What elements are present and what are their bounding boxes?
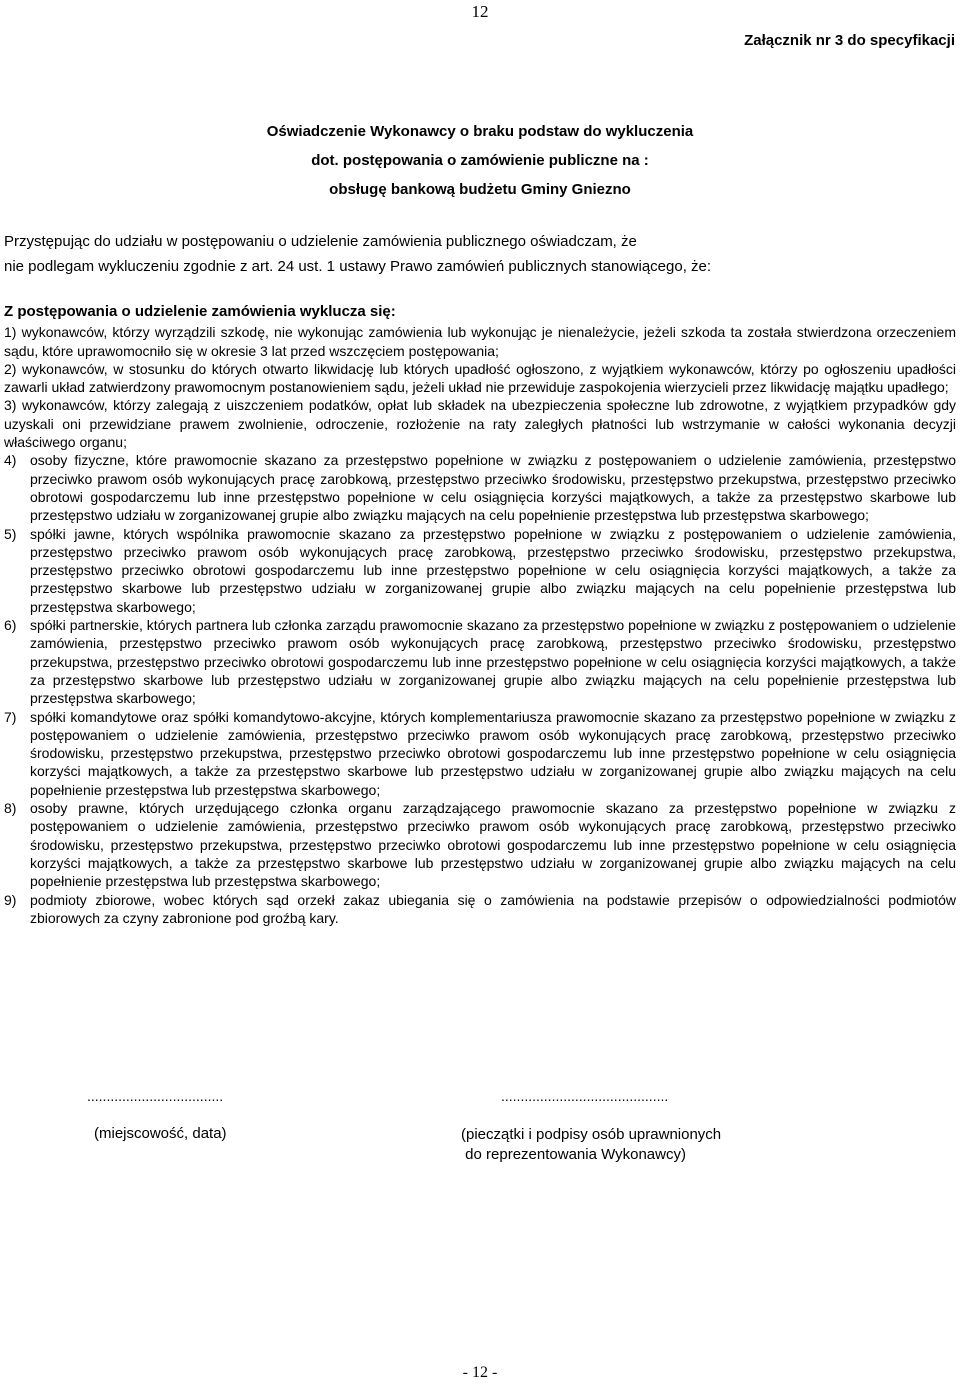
item-text: spółki jawne, których wspólnika prawomocnie skazano za przestępstwo popełnione w związku z postępowaniem o udzielenie zamówienia, przestępstwo przeciwko prawom osób wykonujących pracę zarobkową, przestępstwo przeciwko środowisku, przestępstwo przekupstwa, przestępstwo przeciwko obrotowi gospodarczemu lub inne przestępstwo popełnione w celu osiągnięcia korzyści majątkowych, a także za przestępstwo skarbowe lub przestępstwo udziału w zorganizowanej grupie albo związku mających na celu popełnienie przestępstwa lub przestępstwa skarbowego; [30,525,956,615]
item-text: podmioty zbiorowe, wobec których sąd orzekł zakaz ubiegania się o zamówienia na podstawie przepisów o odpowiedzialności podmiotów zbiorowych za czyny zabronione pod groźbą kary. [30,891,956,926]
item-number: 4) [4,452,17,469]
item-number: 2) [4,360,17,377]
signature-label [461,1125,721,1165]
list-item [4,708,956,799]
exclusion-section [4,303,956,927]
item-number: 9) [4,891,17,908]
page-number-bottom: - 12 - [462,1364,498,1381]
item-number: 8) [4,800,17,817]
item-text: spółki komandytowe oraz spółki komandytowo-akcyjne, których komplementariusza prawomocnie skazano za przestępstwo popełnione w związku z postępowaniem o udzielenie zamówienia, przestępstwo przeciwko prawom osób wykonujących pracę zarobkową, przestępstwo przeciwko środowisku, przestępstwo przekupstwa, przestępstwo przeciwko obrotowi gospodarczemu lub inne przestępstwo popełnione w celu osiągnięcia korzyści majątkowych, a także za przestępstwo skarbowe lub przestępstwo udziału w zorganizowanej grupie albo związku mających na celu popełnienie przestępstwa lub przestępstwa skarbowego; [30,708,956,798]
list-item [4,323,956,360]
list-item [4,396,956,451]
item-number: 7) [4,708,17,725]
page-number-top: 12 [471,2,489,21]
item-text: osoby fizyczne, które prawomocnie skazano za przestępstwo popełnione w związku z postępowaniem o udzielenie zamówienia, przestępstwo przeciwko prawom osób wykonujących pracę zarobkową, przestępstwo przeciwko środowisku, przestępstwo przekupstwa, przestępstwo przeciwko obrotowi gospodarczemu lub inne przestępstwo popełnione w celu osiągnięcia korzyści majątkowych, a także za przestępstwo skarbowe lub przestępstwo udziału w zorganizowanej grupie albo związku mających na celu popełnienie przestępstwa lub przestępstwa skarbowego; [30,452,956,524]
item-text: wykonawców, którzy wyrządzili szkodę, nie wykonując zamówienia lub wykonując je nienależycie, jeżeli szkoda ta została stwierdzona orzeczeniem sądu, które uprawomocniło się w okresie 3 lat przed wszczęciem postępowania; [4,324,957,359]
title-line-1: Oświadczenie Wykonawcy o braku podstaw do wykluczenia [266,123,694,140]
exclusion-list [4,323,956,927]
list-item [4,451,956,524]
place-date-label: (miejscowość, data) [94,1125,227,1142]
item-number: 6) [4,617,17,634]
item-number: 1) [4,324,17,341]
intro-line-1: Przystępując do udziału w postępowaniu o udzielenie zamówienia publicznego oświadczam, że [4,233,637,250]
title-line-3: obsługę bankową budżetu Gminy Gniezno [329,181,631,198]
signature-dotted-line: ........................................... [501,1088,669,1104]
item-number: 5) [4,525,17,542]
list-item [4,891,956,928]
list-item [4,525,956,616]
intro-statement [4,229,954,279]
annex-label: Załącznik nr 3 do specyfikacji [744,32,955,49]
intro-line-2: nie podlegam wykluczeniu zgodnie z art. 24 ust. 1 ustawy Prawo zamówień publicznych stanowiącego, że: [4,258,712,275]
item-number: 3) [4,397,17,414]
list-item [4,360,956,397]
list-item [4,799,956,890]
signature-label-line-2: do reprezentowania Wykonawcy) [461,1146,686,1163]
item-text: wykonawców, którzy zalegają z uiszczeniem podatków, opłat lub składek na ubezpieczenia społeczne lub zdrowotne, z wyjątkiem przypadków gdy uzyskali oni przewidziane prawem zwolnienie, odroczenie, rozłożenie na raty zaległych płatności lub wstrzymanie w całości wykonania decyzji właściwego organu; [4,397,957,451]
signature-label-line-1: (pieczątki i podpisy osób uprawnionych [461,1126,722,1143]
item-text: spółki partnerskie, których partnera lub członka zarządu prawomocnie skazano za przestępstwo popełnione w związku z postępowaniem o udzielenie zamówienia, przestępstwo przeciwko prawom osób wykonujących pracę zarobkową, przestępstwo przeciwko środowisku, przestępstwo przekupstwa, przestępstwo przeciwko obrotowi gospodarczemu lub inne przestępstwo popełnione w celu osiągnięcia korzyści majątkowych, a także za przestępstwo skarbowe lub przestępstwo udziału w zorganizowanej grupie albo związku mających na celu popełnienie przestępstwa lub przestępstwa skarbowego; [30,617,956,707]
list-item [4,616,956,707]
item-text: wykonawców, w stosunku do których otwarto likwidację lub których upadłość ogłoszono, z wyjątkiem wykonawców, którzy po ogłoszeniu upadłości zawarli układ zatwierdzony prawomocnym postanowieniem sądu, jeżeli układ nie przewiduje zaspokojenia wierzycieli przez likwidację majątku upadłego; [4,360,956,396]
item-text: osoby prawne, których urzędującego członka organu zarządzającego prawomocnie skazano za przestępstwo popełnione w związku z postępowaniem o udzielenie zamówienia, przestępstwo przeciwko prawom osób wykonujących pracę zarobkową, przestępstwo przeciwko środowisku, przestępstwo przekupstwa, przestępstwo przeciwko obrotowi gospodarczemu lub inne przestępstwo popełnione w celu osiągnięcia korzyści majątkowych, a także za przestępstwo skarbowe lub przestępstwo udziału w zorganizowanej grupie albo związku mających na celu popełnienie przestępstwa lub przestępstwa skarbowego; [30,800,956,890]
document-title [0,117,960,204]
section-heading: Z postępowania o udzielenie zamówienia wyklucza się: [4,303,396,320]
place-date-dotted-line: ................................... [87,1088,224,1104]
title-line-2: dot. postępowania o zamówienie publiczne na : [311,152,649,169]
